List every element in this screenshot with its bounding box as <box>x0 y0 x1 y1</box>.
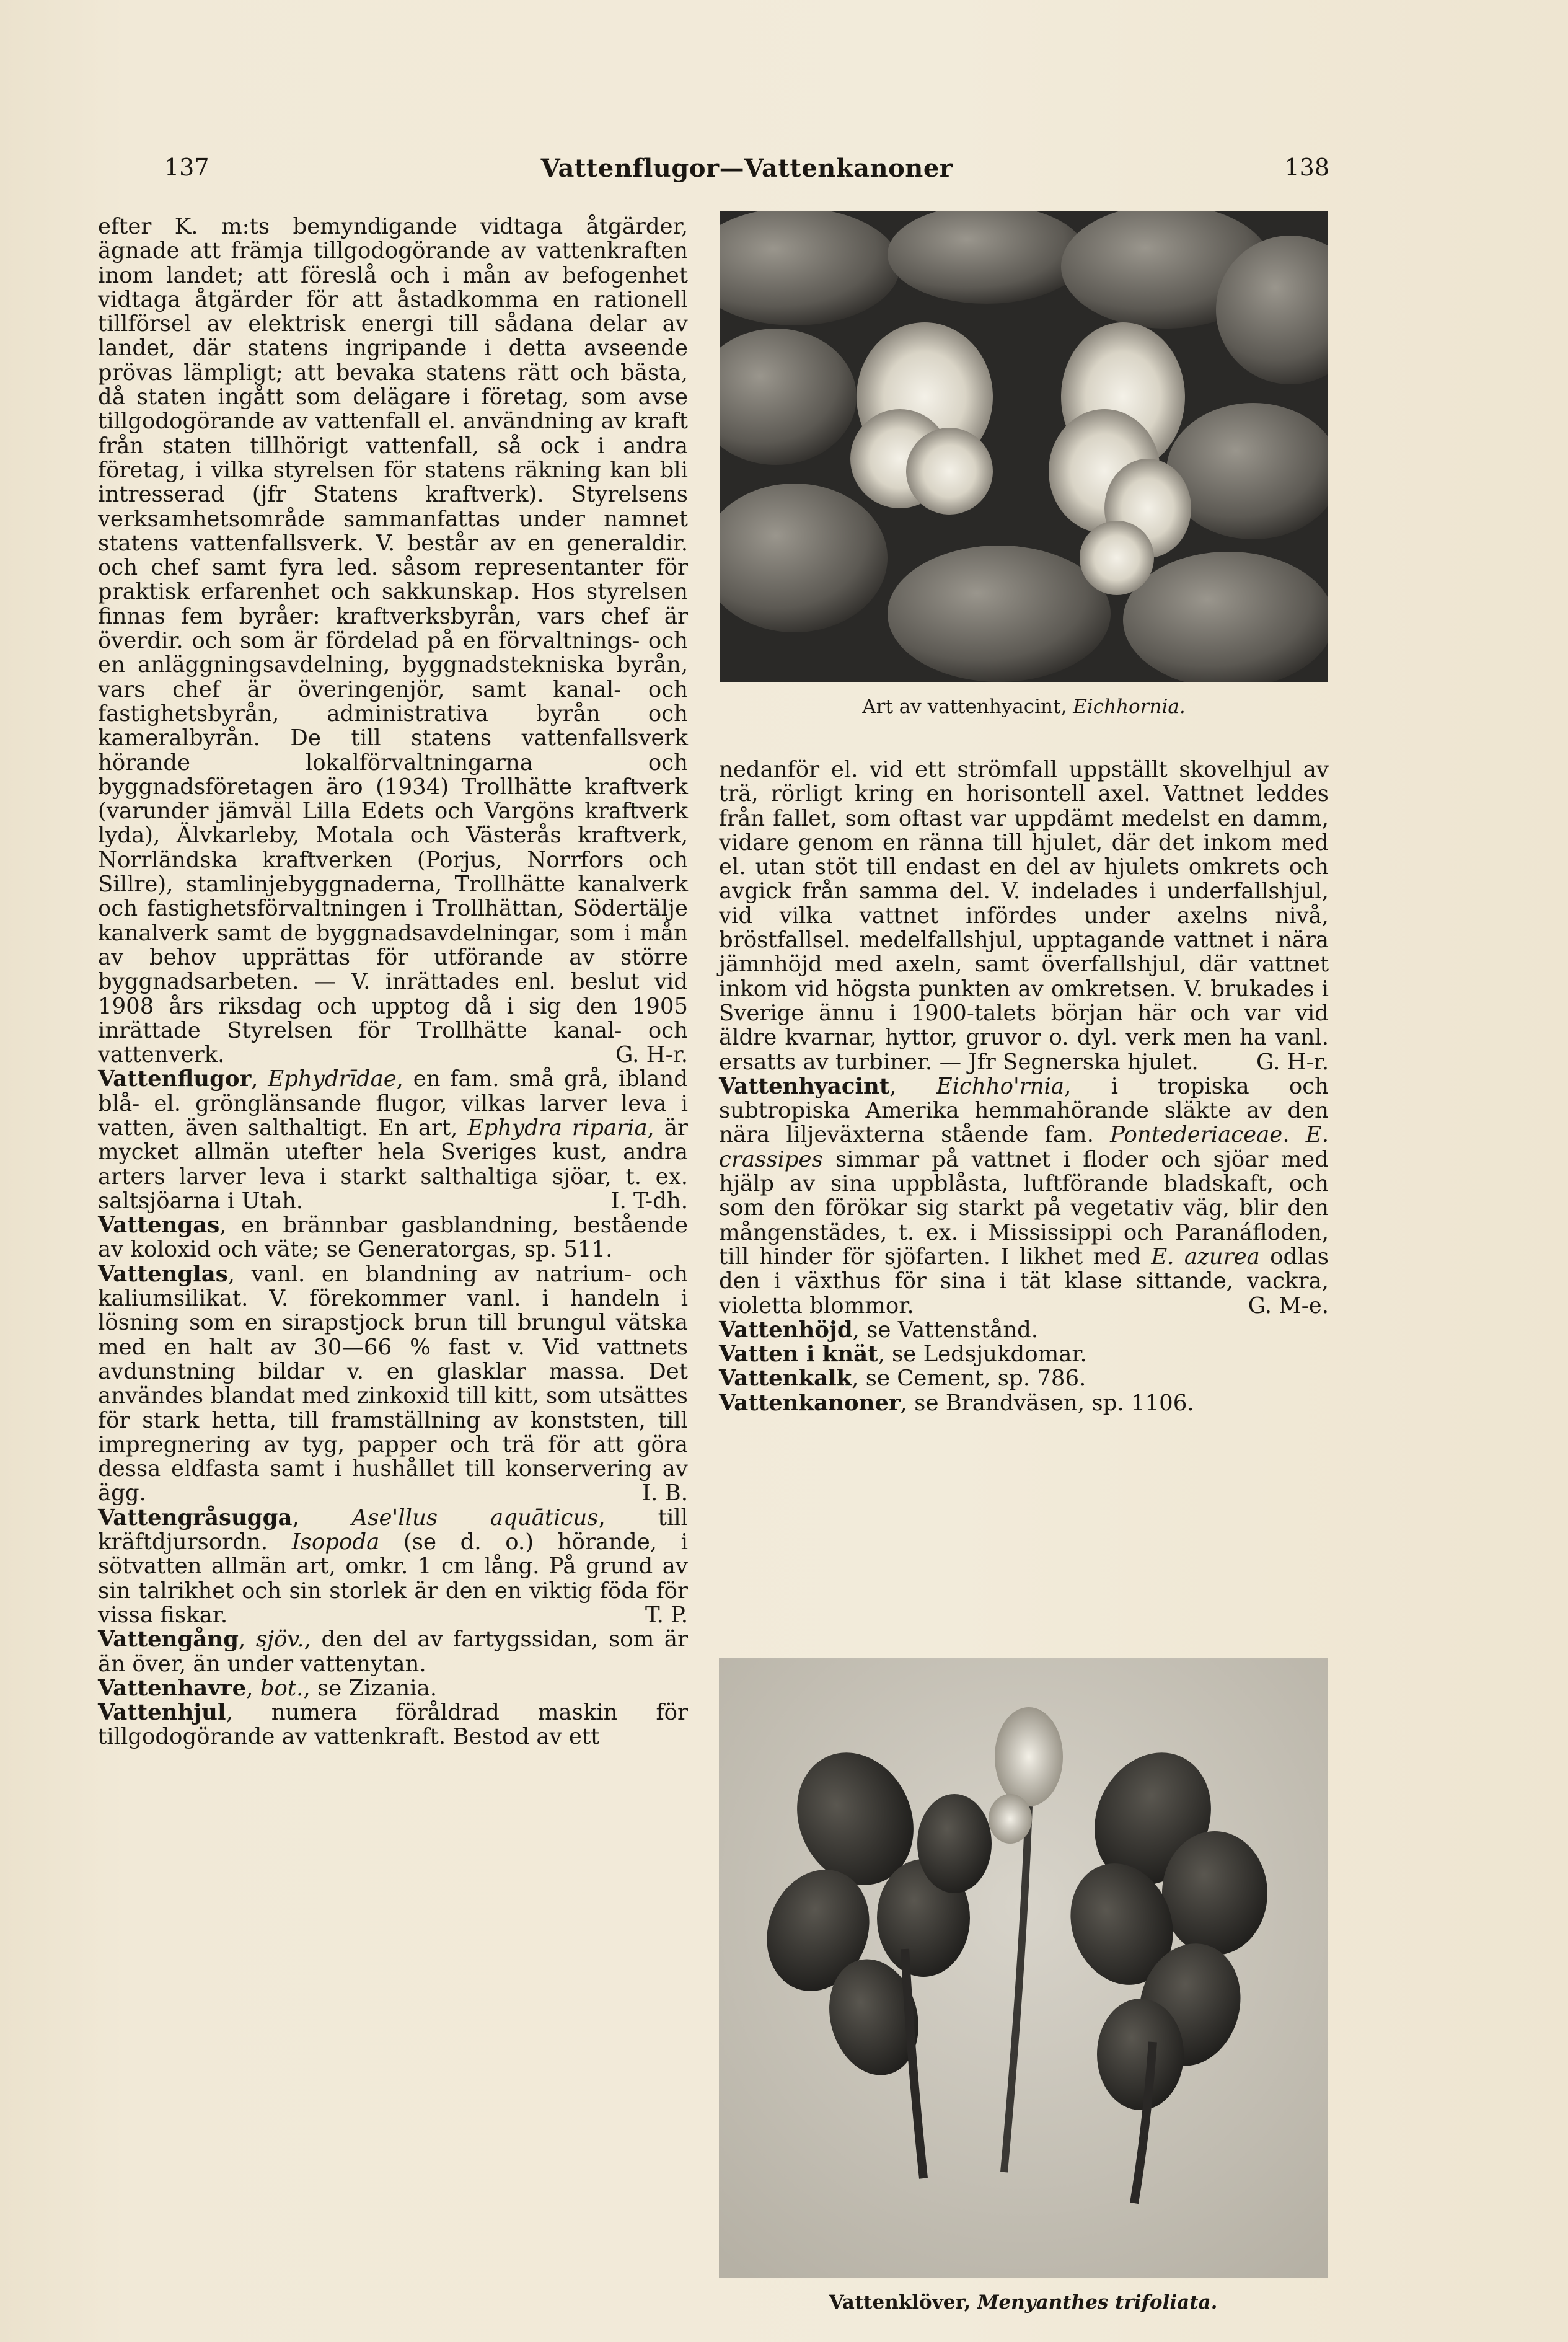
headword: Vattenflugor <box>98 1066 252 1092</box>
headword: Vattenglas <box>98 1261 228 1287</box>
left-column <box>98 214 688 1749</box>
caption-taxon: Eichhornia. <box>1073 696 1186 718</box>
caption-text: Vattenklöver, <box>829 2291 978 2313</box>
running-header <box>164 154 1329 191</box>
text-run: , numera föråldrad maskin för tillgodogörande av vattenkraft. Bestod av ett <box>98 1700 688 1750</box>
text-run: , <box>238 1627 256 1653</box>
article-vattenfallsstyrelsen-cont <box>98 214 688 1067</box>
text-run: , se Cement, sp. 786. <box>852 1366 1086 1392</box>
text-run: , se Vattenstånd. <box>852 1317 1039 1343</box>
text-run: , en fam. små grå, ibland blå- el. grönglänsande flugor, vilkas larver leva i vatten, även salthaltigt. En art, <box>98 1066 688 1141</box>
article-vattenhyacint <box>719 1074 1329 1318</box>
text-run: , vanl. en blandning av natrium- och kaliumsilikat. V. förekommer vanl. i handeln i lösning som en sirapstjock brun till brungul vätska med en halt av 30—66 % fast v. Vid vattnets avdunstning bildar v. en glasklar massa. Det användes blandat med zinkoxid till kitt, som utsättes för stark hetta, till framställning av konststen, till impregnering av tyg, papper och trä för att göra dessa eldfasta samt i hushållet till konservering av ägg. <box>98 1261 688 1506</box>
water-hyacinth-image <box>720 211 1328 682</box>
article-vattenflugor <box>98 1067 688 1213</box>
text-run: , se Zizania. <box>303 1675 438 1701</box>
text-run: , se Brandväsen, sp. 1106. <box>900 1390 1194 1416</box>
text-run: , <box>889 1073 936 1099</box>
page-number-right: 138 <box>1284 154 1329 181</box>
article-vattenkalk <box>719 1366 1329 1390</box>
text-run: , är mycket allmän utefter hela Sveriges kust, andra arters larver leva i starkt salthaltiga sjöar, t. ex. saltsjöarna i Utah. <box>98 1115 688 1214</box>
text-run: , till kräftdjursordn. <box>98 1505 689 1555</box>
headword: Vattengas <box>98 1213 220 1239</box>
article-vatten-i-knat <box>719 1342 1329 1366</box>
field-label: bot. <box>260 1675 304 1701</box>
author-signature: T. P. <box>645 1602 688 1628</box>
text-run: odlas den i växthus för sina i tät klase sittande, vackra, violetta blommor. <box>719 1244 1329 1319</box>
right-column <box>719 758 1329 1415</box>
article-body: nedanför el. vid ett strömfall uppställt skovelhjul av trä, rörligt kring en horisontell axel. Vattnet leddes från fallet, som oftast var uppdämt medelst en damm, vidare genom en ränna till hjulet, där det inkom med el. utan stöt till endast en del av hjulets omkrets och avgick från samma del. V. indelades i underfallshjul, vid vilka vattnet infördes under axelns nivå, bröstfallsel. medelfallshjul, upptagande vattnet i nära jämnhöjd med axeln, samt överfallshjul, där vattnet inkom vid högsta punkten av omkretsen. V. brukades i Sverige ännu i 1900-talets början här och var vid äldre kvarnar, hyttor, gruvor o. dyl. verk men ha vanl. ersatts av turbiner. — Jfr Segnerska hjulet. <box>719 757 1329 1075</box>
text-run: , <box>251 1066 268 1092</box>
headword: Vattenhavre <box>98 1675 247 1701</box>
caption-taxon: Menyanthes trifoliata. <box>977 2291 1218 2313</box>
text-run: (se d. o.) hörande, i sötvatten allmän art, omkr. 1 cm lång. På grund av sin talrikhet och sin storlek är den en viktig föda för vissa fiskar. <box>98 1529 689 1628</box>
article-vattenglas <box>98 1262 688 1506</box>
author-signature: G. H-r. <box>1256 1049 1329 1075</box>
text-run: , i tropiska och subtropiska Amerika hemmahörande släkte av den nära liljeväxterna stående fam. <box>719 1073 1329 1148</box>
article-vattenkanoner <box>719 1391 1329 1415</box>
article-vattengas <box>98 1213 688 1262</box>
bogbean-caption <box>719 2291 1328 2313</box>
article-vattenhjul <box>98 1700 688 1749</box>
text-run: , en brännbar gasblandning, bestående av koloxid och väte; se Generatorgas, sp. 511. <box>98 1213 688 1263</box>
author-signature: G. M-e. <box>1248 1293 1329 1319</box>
taxon-name: E. crassipes <box>719 1122 1329 1172</box>
text-run: , den del av fartygssidan, som är än över, än under vattenytan. <box>98 1627 688 1677</box>
text-run: , se Ledsjukdomar. <box>878 1341 1087 1368</box>
text-run: . <box>1282 1122 1306 1148</box>
bogbean-image <box>719 1658 1328 2278</box>
article-body: efter K. m:ts bemyndigande vidtaga åtgärder, ägnade att främja tillgodogörande av vattenkraften inom landet; att föreslå och i mån av befogenhet vidtaga åtgärder för att åstadkomma en rationell tillförsel av elektrisk energi till sådana delar av landet, där statens ingripande i detta avseende prövas lämpligt; att bevaka statens rätt och bästa, då staten ingått som delägare i företag, som avse tillgodogörande av vattenfall el. användning av kraft från staten tillhörigt vattenfall, så ock i andra företag, i vilka styrelsen för statens räkning kan bli intresserad (jfr Statens kraftverk). Styrelsens verksamhetsområde sammanfattas under namnet statens vattenfallsverk. V. består av en generaldir. och chef samt fyra led. såsom representanter för praktisk erfarenhet och sakkunskap. Hos styrelsen finnas fem byråer: kraftverksbyrån, vars chef är överdir. och som är fördelad på en förvaltnings- och en anläggningsavdelning, byggnadstekniska byrån, vars chef är överingenjör, samt kanal- och fastighetsbyrån, administrativa byrån och kameralbyrån. De till statens vattenfallsverk hörande lokalförvaltningarna och byggnadsföretagen äro (1934) Trollhätte kraftverk (varunder jämväl Lilla Edets och Vargöns kraftverk lyda), Älvkarleby, Motala och Västerås kraftverk, Norrländska kraftverken (Porjus, Norrfors och Sillre), stamlinjebyggnaderna, Trollhätte kanalverk och fastighetsförvaltningen i Trollhättan, Södertälje kanalverk samt de byggnadsavdelningar, som i mån av behov upprättas för utförande av större byggnadsarbeten. — V. inrättades enl. beslut vid 1908 års riksdag och upptog då i sig den 1905 inrättade Styrelsen för Trollhätte kanal- och vattenverk. <box>98 214 688 1068</box>
running-title: Vattenflugor—Vattenkanoner <box>540 154 953 183</box>
article-vattenhojd <box>719 1318 1329 1342</box>
taxon-name: Ase'llus aquāticus <box>351 1505 599 1531</box>
article-vattengrasugga <box>98 1506 688 1627</box>
author-signature: I. T-dh. <box>610 1188 688 1214</box>
taxon-name: Eichho'rnia <box>936 1073 1065 1099</box>
headword: Vattengråsugga <box>98 1505 293 1531</box>
text-run: , <box>292 1505 352 1531</box>
author-signature: I. B. <box>642 1480 688 1506</box>
headword: Vattenhöjd <box>719 1317 853 1343</box>
headword: Vatten i knät <box>719 1341 878 1368</box>
taxon-name: Ephydrīdae <box>268 1066 397 1092</box>
bogbean-photo <box>719 1658 1328 2278</box>
taxon-name: Isopoda <box>291 1529 380 1555</box>
text-run: , <box>246 1675 260 1701</box>
headword: Vattengång <box>98 1627 239 1653</box>
water-hyacinth-photo <box>720 211 1328 682</box>
water-hyacinth-caption <box>720 696 1328 718</box>
page-number-left: 137 <box>164 154 209 181</box>
taxon-name: E. azurea <box>1151 1244 1260 1270</box>
headword: Vattenhjul <box>98 1700 226 1726</box>
headword: Vattenkalk <box>719 1366 852 1392</box>
article-vattenhjul-cont <box>719 758 1329 1074</box>
taxon-name: Pontederiaceae <box>1110 1122 1283 1148</box>
article-vattengang <box>98 1627 688 1676</box>
article-vattenhavre <box>98 1676 688 1700</box>
taxon-name: Ephydra riparia <box>467 1115 648 1141</box>
text-run: simmar på vattnet i floder och sjöar med hjälp av sina uppblåsta, luftförande bladskaft, och som den förökar sig starkt på vegetativ väg, blir den mångenstädes, t. ex. i Mississippi och Paranáfloden, till hinder för sjöfarten. I likhet med <box>719 1146 1329 1270</box>
field-label: sjöv. <box>255 1627 304 1653</box>
caption-text: Art av vattenhyacint, <box>862 696 1073 718</box>
headword: Vattenhyacint <box>719 1073 890 1099</box>
headword: Vattenkanoner <box>719 1390 901 1416</box>
author-signature: G. H-r. <box>615 1042 688 1068</box>
